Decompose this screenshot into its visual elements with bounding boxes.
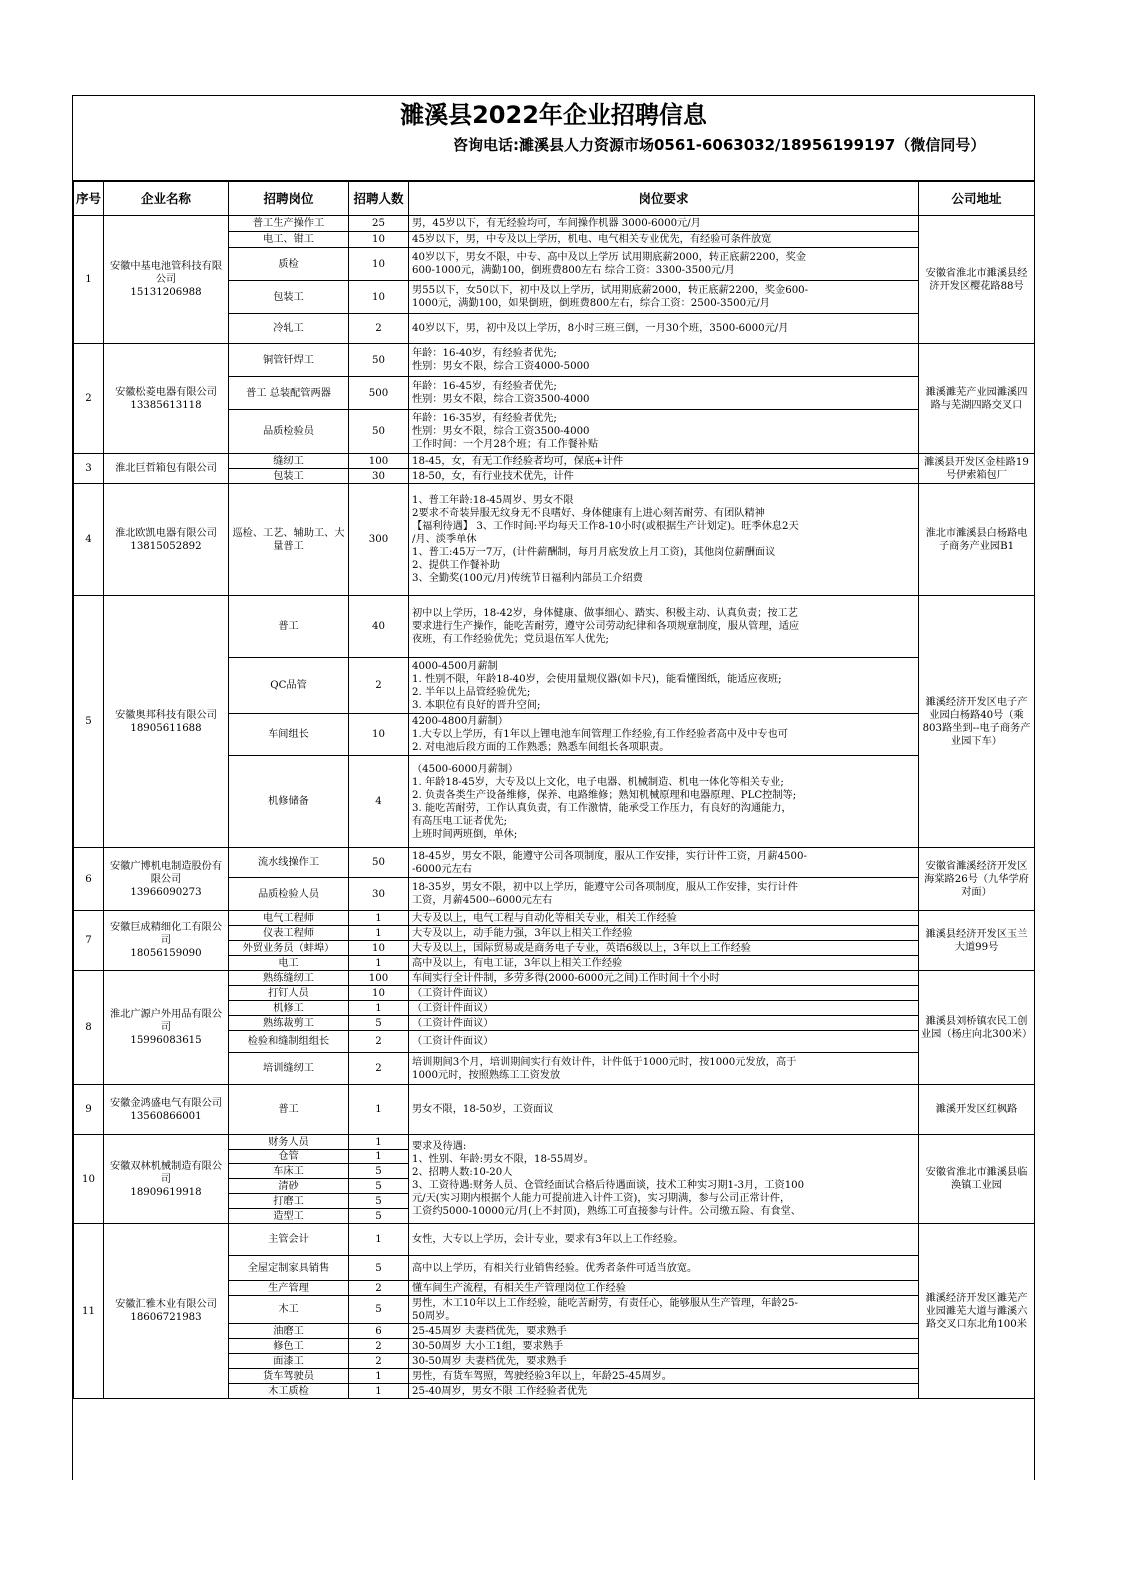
requirement-line: 18-50，女，有行业技术优先，计件	[412, 470, 574, 482]
requirement-line: 要求进行生产操作，能吃苦耐劳，遵守公司劳动纪律和各项规章制度，服从管理，适应	[412, 621, 800, 632]
count-cell: 50	[349, 848, 409, 878]
requirement-line: 1、普工:45万一7万，(计件薪酬制，每月月底发放上月工资)，其他岗位薪酬面议	[412, 547, 776, 558]
requirements-cell	[409, 596, 919, 658]
count-cell: 2	[349, 1031, 409, 1053]
requirement-line: 元/天(实习期内根据个人能力可提前进入计件工资)，实习期满，参与公司正常计件，	[412, 1193, 791, 1204]
requirement-line: 45岁以下，男，中专及以上学历，机电、电气相关专业优先，有经验可条件放宽	[412, 234, 772, 245]
position-cell: 普工	[229, 1085, 349, 1135]
count-cell: 10	[349, 941, 409, 956]
requirement-line: 年龄：16-40岁，有经验者优先;	[412, 348, 557, 359]
address-cell: 濉溪县开发区金桂路19号伊索箱包厂	[919, 454, 1035, 484]
position-cell: 缝纫工	[229, 454, 349, 469]
position-cell: 生产管理	[229, 1281, 349, 1296]
requirement-line: 初中以上学历，18-42岁，身体健康、做事细心、踏实、积极主动、认真负责；按工艺	[412, 608, 798, 619]
header-count: 招聘人数	[349, 182, 409, 216]
requirement-line: 40岁以下，男女不限，中专、高中及以上学历 试用期底薪2000，转正底薪2200，奖金	[412, 252, 807, 263]
count-cell: 2	[349, 314, 409, 344]
requirement-line: 25-40周岁，男女不限 工作经验者优先	[412, 1385, 588, 1397]
count-cell: 30	[349, 469, 409, 484]
requirement-line: 1.大专以上学历，有1年以上锂电池车间管理工作经验,有工作经验者高中及中专也可	[412, 729, 788, 740]
requirement-line: 高中以上学历，有相关行业销售经验。优秀者条件可适当放宽。	[412, 1262, 698, 1274]
position-cell: 培训缝纫工	[229, 1053, 349, 1085]
company-cell	[104, 1085, 229, 1135]
position-cell: 油磨工	[229, 1324, 349, 1339]
count-cell: 2	[349, 1339, 409, 1354]
seq-cell: 8	[74, 971, 104, 1085]
table-row	[74, 1085, 1035, 1135]
requirements-cell	[409, 1135, 919, 1224]
company-cell	[104, 911, 229, 971]
company-phone: 18909619918	[130, 1186, 202, 1198]
requirements-cell	[409, 216, 919, 232]
requirements-cell	[409, 454, 919, 469]
requirements-cell	[409, 1016, 919, 1031]
seq-cell: 10	[74, 1135, 104, 1224]
count-cell: 1	[349, 926, 409, 941]
position-cell: 修色工	[229, 1339, 349, 1354]
count-cell: 25	[349, 216, 409, 232]
address-cell: 安徽省淮北市濉溪县经济开发区樱花路88号	[919, 216, 1035, 344]
company-cell	[104, 484, 229, 596]
address-cell: 濉溪濉芜产业园濉溪四路与芜湖四路交叉口	[919, 344, 1035, 454]
requirement-line: 40岁以下，男，初中及以上学历，8小时三班三倒，一月30个班，3500-6000元/月	[412, 323, 789, 334]
position-cell: 流水线操作工	[229, 848, 349, 878]
requirements-cell	[409, 1354, 919, 1369]
count-cell: 5	[349, 1296, 409, 1324]
count-cell: 1	[349, 956, 409, 971]
count-cell: 40	[349, 596, 409, 658]
seq-cell: 7	[74, 911, 104, 971]
requirements-cell	[409, 1296, 919, 1324]
requirement-line: 工作时间：一个月28个班；有工作餐补贴	[412, 439, 599, 450]
requirement-line: 男55以下，女50以下，初中及以上学历，试用期底薪2000，转正底薪2200，奖金600-	[412, 285, 809, 296]
requirement-line: 上班时间两班倒，单休;	[412, 828, 518, 840]
company-name: 安徽双林机械制造有限公司	[109, 1160, 223, 1185]
requirements-cell	[409, 1031, 919, 1053]
header-company: 企业名称	[104, 182, 229, 216]
seq-cell: 9	[74, 1085, 104, 1135]
position-cell: 机修储备	[229, 756, 349, 848]
position-cell: QC品管	[229, 658, 349, 714]
requirements-cell	[409, 281, 919, 314]
requirement-line: 30-50周岁 大小工1组，要求熟手	[412, 1340, 564, 1352]
position-cell: 普工 总装配管两器	[229, 377, 349, 410]
requirement-line: -6000元左右	[412, 863, 472, 875]
company-phone: 18056159090	[130, 948, 202, 959]
company-phone: 18606721983	[130, 1312, 202, 1323]
position-cell: 普工生产操作工	[229, 216, 349, 232]
requirement-line: 2. 半年以上品管经验优先;	[412, 686, 531, 698]
requirement-line: 性别：男女不限，综合工资3500-4000	[412, 426, 590, 437]
position-cell: 机修工	[229, 1001, 349, 1016]
count-cell: 5	[349, 1256, 409, 1281]
requirement-line: 30-50周岁 夫妻档优先，要求熟手	[412, 1355, 567, 1367]
position-cell: 财务人员	[229, 1135, 349, 1150]
count-cell: 2	[349, 1053, 409, 1085]
address-cell: 安徽省淮北市濉溪县临涣镇工业园	[919, 1135, 1035, 1224]
requirement-line: 4000-4500月薪制	[412, 660, 498, 672]
consult-phone: 咨询电话:濉溪县人力资源市场0561-6063032/18956199197（微信同号）	[73, 134, 1034, 181]
count-cell: 1	[349, 1369, 409, 1384]
table-row	[74, 344, 1035, 377]
position-cell: 木工	[229, 1296, 349, 1324]
requirement-line: 年龄：16-45岁，有经验者优先;	[412, 381, 557, 392]
count-cell: 1	[349, 1001, 409, 1016]
company-name: 安徽巨成精细化工有限公司	[109, 922, 223, 946]
requirements-cell	[409, 658, 919, 714]
requirements-cell	[409, 469, 919, 484]
header-requirements: 岗位要求	[409, 182, 919, 216]
requirement-line: 2、提供工作餐补助	[412, 560, 500, 571]
requirements-cell	[409, 971, 919, 986]
header-position: 招聘岗位	[229, 182, 349, 216]
position-cell: 车床工	[229, 1164, 349, 1179]
table-row	[74, 848, 1035, 878]
requirement-line: 1000元时，按照熟练工工资发放	[412, 1069, 561, 1081]
company-cell	[104, 454, 229, 484]
requirement-line: （工资计件面议）	[412, 1002, 494, 1014]
company-phone: 13815052892	[130, 540, 202, 552]
position-cell: 造型工	[229, 1209, 349, 1224]
count-cell: 1	[349, 1135, 409, 1150]
requirements-cell	[409, 956, 919, 971]
requirement-line: 大专及以上，电气工程与自动化等相关专业，相关工作经验	[412, 912, 677, 924]
table-row	[74, 454, 1035, 469]
position-cell: 打钉人员	[229, 986, 349, 1001]
requirement-line: /月、淡季单休	[412, 534, 477, 545]
requirement-line: 18-45岁，男女不限，能遵守公司各项制度，服从工作安排，实行计件工资，月薪4500-	[412, 850, 807, 862]
count-cell: 5	[349, 1016, 409, 1031]
count-cell: 1	[349, 911, 409, 926]
requirements-cell	[409, 1281, 919, 1296]
requirement-line: 1、性别、年龄:男女不限，18-55周岁。	[412, 1154, 594, 1165]
requirement-line: 2要求不奇装异服无纹身无不良嗜好、身体健康有上进心刻苦耐劳、有团队精神	[412, 508, 765, 519]
seq-cell: 1	[74, 216, 104, 344]
company-cell	[104, 848, 229, 911]
requirement-line: 夜班，有工作经验优先；党员退伍军人优先;	[412, 634, 609, 645]
address-cell: 濉溪县经济开发区玉兰大道99号	[919, 911, 1035, 971]
requirement-line: 男性，有货车驾照，驾驶经验3年以上，年龄25-45周岁。	[412, 1370, 672, 1382]
requirement-line: 3. 能吃苦耐劳，工作认真负责，有工作激情，能承受工作压力，有良好的沟通能力，	[412, 802, 792, 814]
position-cell: 包装工	[229, 469, 349, 484]
position-cell: 巡检、工艺、辅助工、大量普工	[229, 484, 349, 596]
requirement-line: 【福利待遇】 3、工作时间:平均每天工作8-10小时(或根据生产计划定)。旺季休息2天	[412, 521, 799, 532]
position-cell: 车间组长	[229, 714, 349, 756]
company-phone: 13560866001	[130, 1110, 202, 1122]
requirement-line: 1000元，满勤100，如果倒班，倒班费800左右，综合工资：2500-3500元/月	[412, 298, 770, 309]
count-cell: 2	[349, 1354, 409, 1369]
table-row	[74, 484, 1035, 596]
company-phone: 18905611688	[130, 722, 202, 734]
requirement-line: 性别：男女不限，综合工资3500-4000	[412, 394, 590, 405]
requirement-line: 工资，月薪4500--6000元左右	[412, 895, 553, 906]
position-cell: 外贸业务员（蚌埠）	[229, 941, 349, 956]
header-address: 公司地址	[919, 182, 1035, 216]
requirements-cell	[409, 878, 919, 911]
position-cell: 质检	[229, 248, 349, 281]
company-cell	[104, 1135, 229, 1224]
table-body	[74, 216, 1035, 1399]
count-cell: 100	[349, 454, 409, 469]
address-cell: 濉溪经济开发区濉芜产业园濉芜大道与濉溪六路交叉口东北角100米	[919, 1224, 1035, 1399]
recruitment-sheet	[72, 95, 1035, 1480]
requirement-line: 工资约5000-10000元/月(上不封顶)，熟练工可直接参与计件。公司缴五险、有食堂、	[412, 1206, 801, 1217]
position-cell: 熟练缝纫工	[229, 971, 349, 986]
requirement-line: 25-45周岁 夫妻档优先，要求熟手	[412, 1325, 567, 1337]
position-cell: 仓管	[229, 1150, 349, 1164]
count-cell: 10	[349, 714, 409, 756]
company-phone: 15996083615	[130, 1035, 202, 1046]
company-name: 安徽松菱电器有限公司13385613118	[115, 386, 217, 411]
position-cell: 铜管钎焊工	[229, 344, 349, 377]
requirements-cell	[409, 1256, 919, 1281]
requirement-line: 高中及以上，有电工证，3年以上相关工作经验	[412, 957, 623, 969]
requirements-cell	[409, 1053, 919, 1085]
company-name: 淮北广源户外用品有限公司	[109, 1009, 223, 1033]
requirements-cell	[409, 911, 919, 926]
count-cell: 1	[349, 1384, 409, 1399]
requirements-cell	[409, 941, 919, 956]
count-cell: 5	[349, 1209, 409, 1224]
requirements-cell	[409, 1085, 919, 1135]
company-cell	[104, 1224, 229, 1399]
count-cell: 6	[349, 1324, 409, 1339]
company-phone: 13966090273	[130, 886, 202, 898]
company-cell	[104, 216, 229, 344]
requirement-line: 600-1000元，满勤100，倒班费800左右 综合工资：3300-3500元/月	[412, 265, 735, 276]
position-cell: 普工	[229, 596, 349, 658]
requirement-line: 3. 本职位有良好的晋升空间;	[412, 699, 541, 711]
count-cell: 1	[349, 1085, 409, 1135]
requirements-cell	[409, 714, 919, 756]
position-cell: 冷轧工	[229, 314, 349, 344]
requirements-cell	[409, 232, 919, 248]
requirement-line: 2. 负责各类生产设备维修，保养、电路维修；熟知机械原理和电器原理、PLC控制等;	[412, 789, 797, 801]
seq-cell: 2	[74, 344, 104, 454]
requirement-line: 年龄：16-35岁，有经验者优先;	[412, 413, 557, 424]
position-cell: 包装工	[229, 281, 349, 314]
requirements-cell	[409, 1001, 919, 1016]
count-cell: 500	[349, 377, 409, 410]
company-name: 淮北巨哲箱包有限公司	[115, 463, 217, 474]
requirement-line: 大专及以上，动手能力强，3年以上相关工作经验	[412, 927, 633, 939]
position-cell: 货车驾驶员	[229, 1369, 349, 1384]
address-cell: 淮北市濉溪县白杨路电子商务产业园B1	[919, 484, 1035, 596]
requirements-cell	[409, 248, 919, 281]
position-cell: 清砂	[229, 1179, 349, 1194]
requirement-line: 2、招聘人数:10-20人	[412, 1167, 513, 1178]
address-cell: 濉溪县刘桥镇农民工创业园（杨庄向北300米）	[919, 971, 1035, 1085]
company-name: 安徽汇雅木业有限公司	[115, 1299, 217, 1310]
address-cell: 濉溪开发区红枫路	[919, 1085, 1035, 1135]
count-cell: 5	[349, 1194, 409, 1209]
count-cell: 2	[349, 658, 409, 714]
requirement-line: 18-35岁，男女不限，初中以上学历，能遵守公司各项制度，服从工作安排，实行计件	[412, 882, 798, 893]
position-cell: 打磨工	[229, 1194, 349, 1209]
seq-cell: 5	[74, 596, 104, 848]
position-cell: 电工	[229, 956, 349, 971]
requirements-cell	[409, 410, 919, 454]
table-header-row	[74, 182, 1035, 216]
requirements-cell	[409, 1369, 919, 1384]
requirements-cell	[409, 986, 919, 1001]
requirement-line: 3、工资待遇:财务人员、仓管经面试合格后待遇面谈，技术工种实习期1-3月，工资100	[412, 1180, 805, 1191]
requirement-line: 18-45，女，有无工作经验者均可，保底+计件	[412, 455, 624, 467]
requirements-cell	[409, 1384, 919, 1399]
company-name: 淮北欧凯电器有限公司	[115, 527, 217, 539]
requirements-cell	[409, 344, 919, 377]
requirement-line: 性别：男女不限，综合工资4000-5000	[412, 361, 590, 372]
requirement-line: （工资计件面议）	[412, 987, 494, 999]
company-name: 安徽奥邦科技有限公司	[115, 709, 217, 721]
header-seq: 序号	[74, 182, 104, 216]
count-cell: 4	[349, 756, 409, 848]
requirement-line: 1. 年龄18-45岁，大专及以上文化，电子电器、机械制造、机电一体化等相关专业;	[412, 776, 784, 788]
count-cell: 10	[349, 248, 409, 281]
requirements-cell	[409, 1224, 919, 1256]
company-cell	[104, 596, 229, 848]
count-cell: 10	[349, 281, 409, 314]
count-cell: 5	[349, 1164, 409, 1179]
requirement-line: 培训期间3个月，培训期间实行有效计件，计件低于1000元时，按1000元发放，高于	[412, 1056, 797, 1068]
position-cell: 电气工程师	[229, 911, 349, 926]
position-cell: 全屋定制家具销售	[229, 1256, 349, 1281]
count-cell: 10	[349, 986, 409, 1001]
requirements-cell	[409, 756, 919, 848]
requirement-line: 4200-4800月薪制）	[412, 716, 509, 727]
company-phone: 15131206988	[130, 287, 202, 298]
position-cell: 面漆工	[229, 1354, 349, 1369]
count-cell: 50	[349, 344, 409, 377]
address-cell: 安徽省濉溪经济开发区海棠路26号（九华学府对面）	[919, 848, 1035, 911]
requirement-line: （4500-6000月薪制）	[412, 763, 519, 775]
requirement-line: 1、普工年龄:18-45周岁、男女不限	[412, 495, 574, 506]
requirement-line: 车间实行全计件制，多劳多得(2000-6000元之间)工作时间十个小时	[412, 972, 720, 984]
position-cell: 仪表工程师	[229, 926, 349, 941]
count-cell: 1	[349, 1150, 409, 1164]
requirement-line: 50周岁。	[412, 1310, 456, 1322]
seq-cell: 4	[74, 484, 104, 596]
requirement-line: 有高压电工证者优先;	[412, 815, 508, 827]
requirement-line: 男性，木工10年以上工作经验，能吃苦耐劳，有责任心，能够服从生产管理，年龄25-	[412, 1297, 798, 1309]
company-cell	[104, 344, 229, 454]
requirements-cell	[409, 484, 919, 596]
count-cell: 30	[349, 878, 409, 911]
seq-cell: 11	[74, 1224, 104, 1399]
seq-cell: 6	[74, 848, 104, 911]
position-cell: 检验和缝制组组长	[229, 1031, 349, 1053]
count-cell: 10	[349, 232, 409, 248]
requirement-line: 男，45岁以下，有无经验均可，车间操作机器 3000-6000元/月	[412, 218, 701, 229]
count-cell: 2	[349, 1281, 409, 1296]
requirements-cell	[409, 1324, 919, 1339]
position-cell: 品质检验员	[229, 410, 349, 454]
table-row	[74, 1135, 1035, 1150]
company-name: 安徽金鸿盛电气有限公司	[109, 1097, 223, 1109]
seq-cell: 3	[74, 454, 104, 484]
count-cell: 300	[349, 484, 409, 596]
table-row	[74, 596, 1035, 658]
count-cell: 5	[349, 1179, 409, 1194]
requirement-line: 懂车间生产流程，有相关生产管理岗位工作经验	[412, 1282, 626, 1294]
position-cell: 木工质检	[229, 1384, 349, 1399]
table-row	[74, 216, 1035, 232]
requirement-line: 大专及以上，国际贸易或是商务电子专业，英语6级以上，3年以上工作经验	[412, 942, 751, 954]
requirement-line: 女性，大专以上学历，会计专业，要求有3年以上工作经验。	[412, 1234, 684, 1245]
company-name: 安徽中基电池管科技有限公司	[109, 261, 223, 285]
requirement-line: 2. 对电池后段方面的工作熟悉；熟悉车间组长各项职责。	[412, 742, 670, 753]
requirement-line: （工资计件面议）	[412, 1017, 494, 1029]
page-title: 濉溪县2022年企业招聘信息	[400, 101, 707, 129]
position-cell: 电工、钳工	[229, 232, 349, 248]
address-cell: 濉溪经济开发区电子产业园白杨路40号（乘803路坐到--电子商务产业园下车）	[919, 596, 1035, 848]
count-cell: 100	[349, 971, 409, 986]
table-row	[74, 971, 1035, 986]
requirement-line: 1. 性别不限，年龄18-40岁，会使用量规仪器(如卡尺)，能看懂图纸，能适应夜班;	[412, 673, 782, 685]
requirements-cell	[409, 926, 919, 941]
company-cell	[104, 971, 229, 1085]
requirement-line: 要求及待遇:	[412, 1141, 467, 1152]
table-row	[74, 1224, 1035, 1256]
requirements-cell	[409, 377, 919, 410]
position-cell: 熟练裁剪工	[229, 1016, 349, 1031]
requirement-line: 男女不限，18-50岁，工资面议	[412, 1104, 554, 1115]
requirement-line: （工资计件面议）	[412, 1036, 494, 1047]
requirements-cell	[409, 848, 919, 878]
count-cell: 50	[349, 410, 409, 454]
table-row	[74, 911, 1035, 926]
recruitment-table	[73, 181, 1035, 1399]
company-name: 安徽广博机电制造股份有限公司	[109, 860, 223, 885]
requirements-cell	[409, 1339, 919, 1354]
position-cell: 品质检验人员	[229, 878, 349, 911]
position-cell: 主管会计	[229, 1224, 349, 1256]
requirements-cell	[409, 314, 919, 344]
requirement-line: 3、全勤奖(100元/月)传统节日福利内部员工介绍费	[412, 573, 643, 584]
count-cell: 1	[349, 1224, 409, 1256]
